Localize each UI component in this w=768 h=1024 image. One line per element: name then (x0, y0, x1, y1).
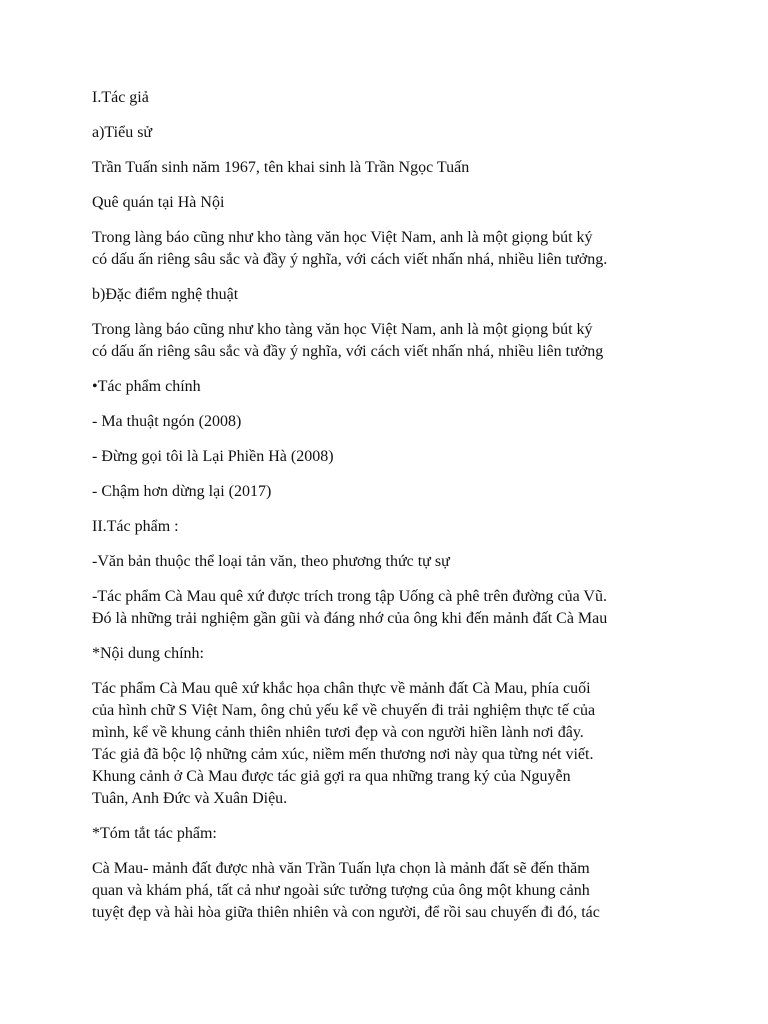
paragraph-source (92, 586, 692, 630)
text-line: a)Tiểu sử (92, 124, 153, 141)
text-line: mình, kể về khung cảnh thiên nhiên tươi đẹp và con người hiền lành nơi đây. (92, 724, 584, 741)
text-line: Cà Mau- mảnh đất được nhà văn Trần Tuấn lựa chọn là mảnh đất sẽ đến thăm (92, 860, 590, 877)
text-line: *Tóm tắt tác phẩm: (92, 825, 217, 842)
text-line: - Đừng gọi tôi là Lại Phiền Hà (2008) (92, 448, 334, 465)
paragraph-style-2 (92, 319, 692, 363)
text-line: quan và khám phá, tất cả như ngoài sức tưởng tượng của ông một khung cảnh (92, 882, 590, 899)
text-line: - Ma thuật ngón (2008) (92, 413, 242, 430)
paragraph-work-1 (92, 411, 692, 433)
paragraph-heading-tom-tat (92, 823, 692, 845)
paragraph-heading-tac-pham (92, 516, 692, 538)
paragraph-genre (92, 551, 692, 573)
text-line: Tuân, Anh Đức và Xuân Diệu. (92, 790, 288, 807)
text-line: Trần Tuấn sinh năm 1967, tên khai sinh là Trần Ngọc Tuấn (92, 159, 470, 176)
text-line: Đó là những trải nghiệm gần gũi và đáng nhớ của ông khi đến mảnh đất Cà Mau (92, 610, 608, 627)
text-line: Tác phẩm Cà Mau quê xứ khắc họa chân thực về mảnh đất Cà Mau, phía cuối (92, 680, 591, 697)
text-line: Trong làng báo cũng như kho tàng văn học Việt Nam, anh là một giọng bút ký (92, 229, 593, 246)
text-line: Quê quán tại Hà Nội (92, 194, 225, 211)
paragraph-summary (92, 858, 692, 924)
paragraph-heading-tac-pham-chinh (92, 376, 692, 398)
paragraph-birth (92, 157, 692, 179)
paragraph-style-1 (92, 227, 692, 271)
text-line: •Tác phẩm chính (92, 378, 201, 395)
text-line: I.Tác giả (92, 89, 149, 106)
paragraph-heading-tieu-su (92, 122, 692, 144)
text-line: -Văn bản thuộc thể loại tản văn, theo phương thức tự sự (92, 553, 450, 570)
paragraph-hometown (92, 192, 692, 214)
text-line: của hình chữ S Việt Nam, ông chủ yếu kể về chuyến đi trải nghiệm thực tế của (92, 702, 596, 719)
paragraph-work-2 (92, 446, 692, 468)
paragraph-content (92, 678, 692, 810)
text-line: tuyệt đẹp và hài hòa giữa thiên nhiên và con người, để rồi sau chuyến đi đó, tác (92, 904, 600, 921)
text-line: Khung cảnh ở Cà Mau được tác giả gợi ra qua những trang ký của Nguyễn (92, 768, 571, 785)
paragraph-heading-dac-diem (92, 284, 692, 306)
document-page (92, 87, 692, 937)
paragraph-heading-tac-gia (92, 87, 692, 109)
paragraph-work-3 (92, 481, 692, 503)
text-line: Trong làng báo cũng như kho tàng văn học Việt Nam, anh là một giọng bút ký (92, 321, 593, 338)
text-line: b)Đặc điểm nghệ thuật (92, 286, 239, 303)
paragraph-heading-noi-dung (92, 643, 692, 665)
text-line: -Tác phẩm Cà Mau quê xứ được trích trong tập Uống cà phê trên đường của Vũ. (92, 588, 607, 605)
text-line: có dấu ấn riêng sâu sắc và đầy ý nghĩa, với cách viết nhấn nhá, nhiều liên tưởng (92, 343, 604, 360)
text-line: *Nội dung chính: (92, 645, 204, 662)
text-line: Tác giả đã bộc lộ những cảm xúc, niềm mến thương nơi này qua từng nét viết. (92, 746, 594, 763)
text-line: II.Tác phẩm : (92, 518, 179, 535)
text-line: - Chậm hơn dừng lại (2017) (92, 483, 272, 500)
text-line: có dấu ấn riêng sâu sắc và đầy ý nghĩa, với cách viết nhấn nhá, nhiều liên tưởng. (92, 251, 608, 268)
